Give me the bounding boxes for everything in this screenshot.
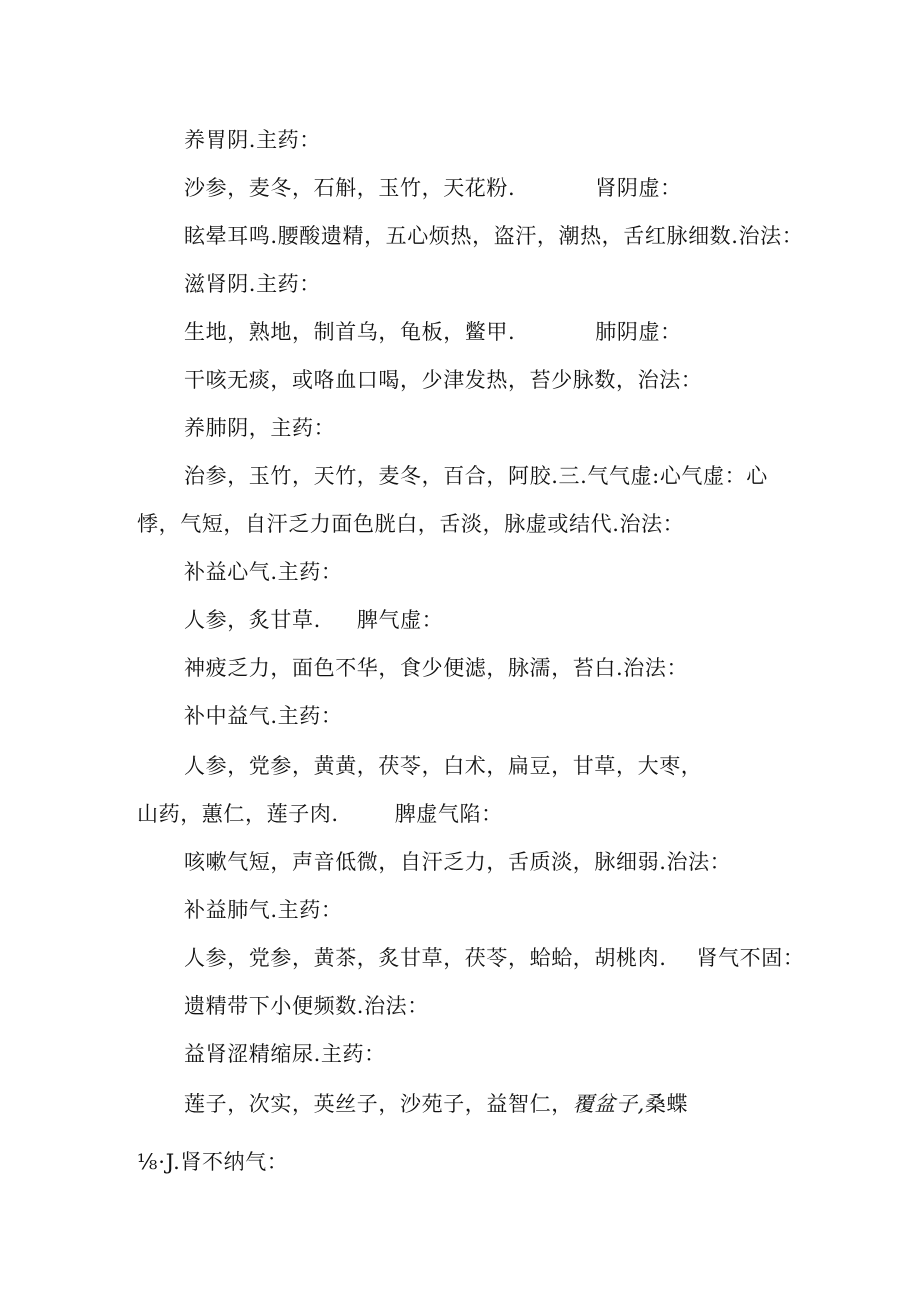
- text-line: 养肺阴，主药：: [184, 416, 336, 440]
- text-line: 神疲乏力，面色不华，食少便滤，脉濡，苔白.治法：: [184, 656, 689, 680]
- text-line: 山药，蕙仁，莲子肉. 脾虚气陷：: [137, 802, 503, 826]
- text-line: 补益心气.主药：: [184, 560, 343, 584]
- text-line: 养胃阴.主药：: [184, 128, 321, 152]
- text-line: 滋肾阴.主药：: [184, 272, 321, 296]
- text-line: 干咳无痰，或咯血口喝，少津发热，苔少脉数，治法：: [184, 368, 703, 392]
- text-line: 补中益气.主药：: [184, 704, 343, 728]
- text-line: 益肾涩精缩尿.主药：: [184, 1042, 386, 1066]
- text-line: 补益肺气.主药：: [184, 898, 343, 922]
- text-line: 咳嗽气短，声音低微，自汗乏力，舌质淡，脉细弱.治法：: [184, 850, 732, 874]
- text-line: 眩晕耳鸣.腰酸遗精，五心烦热，盗汗，潮热，舌红脉细数.治法：: [184, 224, 804, 248]
- text-line: 莲子，次实，英丝子，沙苑子，益智仁，覆盆子,桑蝶: [184, 1092, 689, 1116]
- text-line: 人参，炙甘草. 脾气虚：: [184, 608, 444, 632]
- text-line: 人参，党参，黄黄，茯苓，白术，扁豆，甘草，大枣，: [184, 754, 703, 778]
- text-line: 沙参，麦冬，石斛，玉竹，天花粉. 肾阴虚：: [184, 176, 682, 200]
- text-line: 遗精带下小便频数.治法：: [184, 994, 429, 1018]
- text-line: 生地，熟地，制首乌，龟板，鳖甲. 肺阴虚：: [184, 320, 682, 344]
- text-line: 人参，党参，黄茶，炙甘草，茯苓，蛤蛤，胡桃肉. 肾气不固：: [184, 946, 805, 970]
- text-line: 悸，气短，自汗乏力面色胱白，舌淡，脉虚或结代.治法：: [137, 512, 685, 536]
- text-line: ⅛⋅J.肾不纳气：: [137, 1150, 289, 1174]
- text-line: 治参，玉竹，天竹，麦冬，百合，阿胶.三.气气虚:心气虚：心: [184, 464, 768, 488]
